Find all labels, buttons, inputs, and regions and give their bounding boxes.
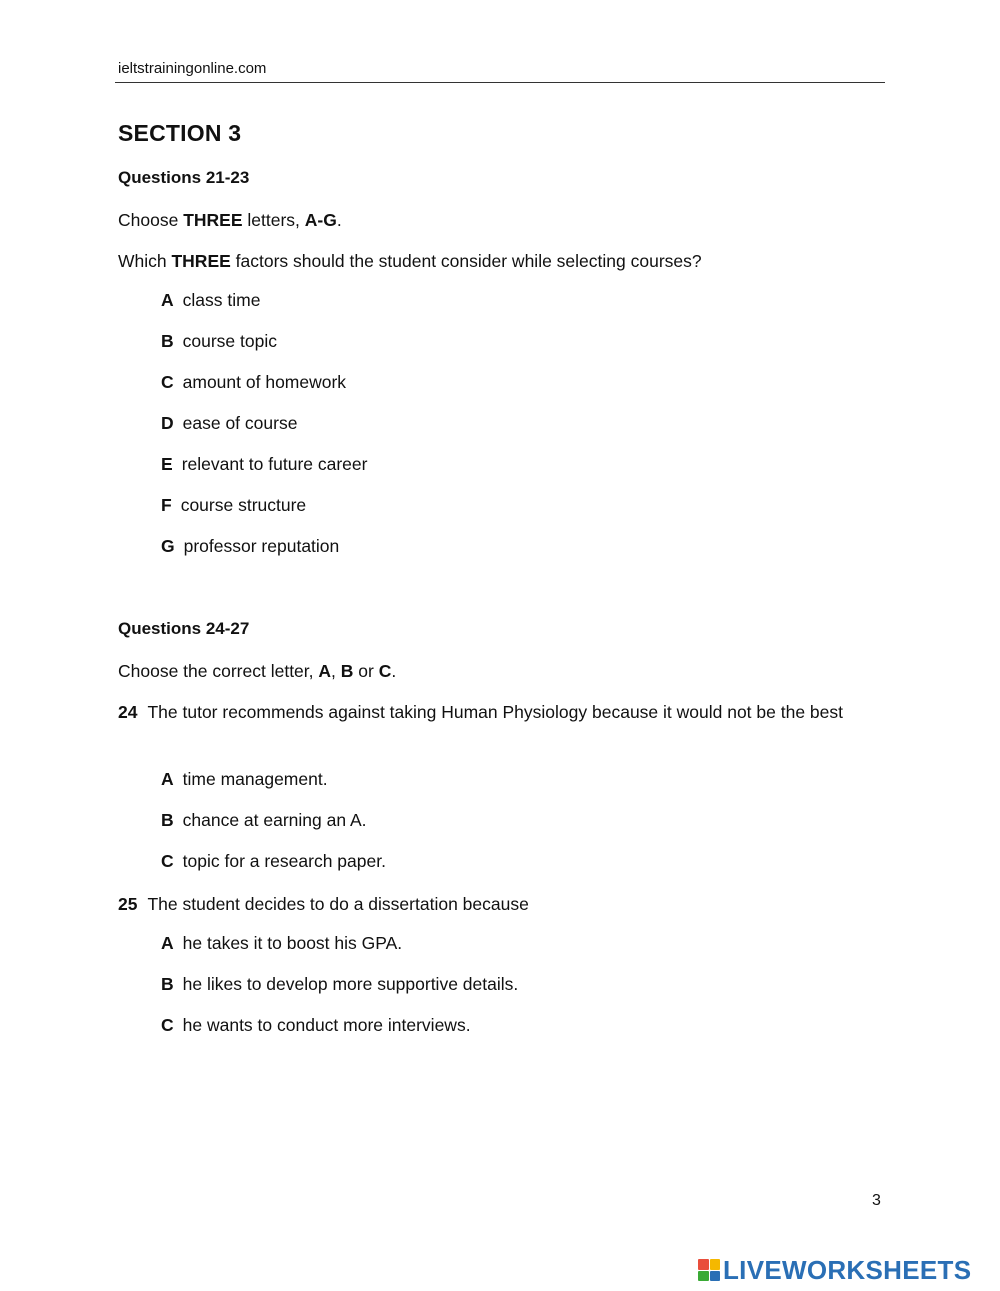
- q24-option-c: C topic for a research paper.: [161, 851, 386, 871]
- site-url: ieltstrainingonline.com: [118, 60, 267, 77]
- q25-option-b: B he likes to develop more supportive details.: [161, 974, 519, 994]
- option-d: D ease of course: [161, 413, 298, 433]
- brand-name: LIVEWORKSHEETS: [723, 1254, 972, 1285]
- q25-option-c: C he wants to conduct more interviews.: [161, 1015, 471, 1035]
- q24-option-b: B chance at earning an A.: [161, 810, 367, 830]
- section-title: SECTION 3: [118, 120, 242, 146]
- q25-option-a: A he takes it to boost his GPA.: [161, 933, 403, 953]
- option-e: E relevant to future career: [161, 454, 368, 474]
- option-b: B course topic: [161, 331, 277, 351]
- instruction-24-27: Choose the correct letter, A, B or C.: [118, 661, 397, 681]
- question-24: 24 The tutor recommends against taking Human Physiology because it would not be the best: [118, 702, 843, 722]
- liveworksheets-icon: [698, 1259, 720, 1281]
- question-25: 25 The student decides to do a dissertation because: [118, 894, 529, 914]
- questions-24-27-heading: Questions 24-27: [118, 619, 250, 638]
- instruction-21-23: Choose THREE letters, A-G.: [118, 210, 342, 230]
- questions-21-23-heading: Questions 21-23: [118, 168, 250, 187]
- q24-option-a: A time management.: [161, 769, 328, 789]
- page-number: 3: [872, 1192, 881, 1209]
- option-f: F course structure: [161, 495, 307, 515]
- option-g: G professor reputation: [161, 536, 340, 556]
- header-divider: [115, 82, 885, 83]
- liveworksheets-logo[interactable]: [698, 1256, 971, 1284]
- option-a: A class time: [161, 290, 261, 310]
- option-c: C amount of homework: [161, 372, 347, 392]
- question-21-23-prompt: Which THREE factors should the student consider while selecting courses?: [118, 251, 702, 271]
